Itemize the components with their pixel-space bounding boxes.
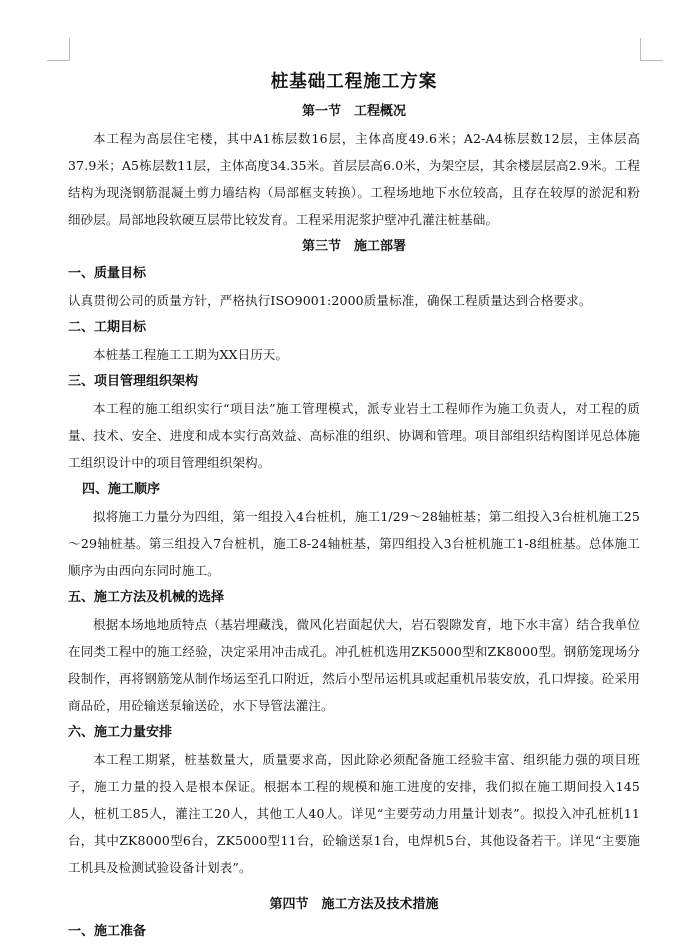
quality-target-paragraph: 认真贯彻公司的质量方针，严格执行ISO9001:2000质量标准，确保工程质量达到合格要求。	[68, 293, 592, 308]
subheading-methods-machinery: 五、施工方法及机械的选择	[68, 590, 225, 605]
subheading-preparation: 一、施工准备	[68, 924, 147, 939]
page-corner-mark-top-left	[47, 38, 70, 61]
overview-paragraph: 本工程为高层住宅楼，其中A1栋层数16层，主体高度49.6米；A2-A4栋层数12层，主体层高37.9米；A5栋层数11层，主体高度34.35米。首层层高6.0米，为架空层，其余楼层层高2.9米。工程结构为现浇钢筋混凝土剪力墙结构（局部框支转换）。工程场地地下水位较高，且存在较厚的淤泥和粉细砂层。局部地段软硬互层带比较发育。工程采用泥浆护壁冲孔灌注桩基础。	[68, 131, 640, 227]
section-heading-methods-measures: 第四节 施工方法及技术措施	[269, 897, 439, 912]
organization-paragraph: 本工程的施工组织实行“项目法”施工管理模式，派专业岩土工程师作为施工负责人，对工程的质量、技术、安全、进度和成本实行高效益、高标准的组织、协调和管理。项目部组织结构图详见总体施工组织设计中的项目管理组织架构。	[68, 401, 640, 470]
subheading-construction-sequence: 四、施工顺序	[82, 482, 161, 497]
subheading-schedule-target: 二、工期目标	[68, 320, 147, 335]
construction-sequence-paragraph: 拟将施工力量分为四组，第一组投入4台桩机，施工1/29～28轴桩基；第二组投入3台桩机施工25～29轴桩基。第三组投入7台桩机，施工8-24轴桩基，第四组投入3台桩机施工1-8组桩基。总体施工顺序为由西向东同时施工。	[68, 509, 640, 578]
document-title: 桩基础工程施工方案	[270, 72, 438, 92]
subheading-workforce: 六、施工力量安排	[68, 725, 173, 740]
subheading-organization: 三、项目管理组织架构	[68, 374, 199, 389]
section-heading-overview: 第一节 工程概况	[301, 104, 406, 119]
workforce-paragraph: 本工程工期紧，桩基数量大，质量要求高，因此除必须配备施工经验丰富、组织能力强的项目班子，施工力量的投入是根本保证。根据本工程的规模和施工进度的安排，我们拟在施工期间投入145人，桩机工85人，灌注工20人，其他工人40人。详见“主要劳动力用量计划表”。拟投入冲孔桩机11台，其中ZK8000型6台，ZK5000型11台，砼输送泵1台，电焊机5台，其他设备若干。详见“主要施工机具及检测试验设备计划表”。	[68, 752, 640, 875]
page-corner-mark-top-right	[640, 38, 663, 61]
methods-machinery-paragraph: 根据本场地地质特点（基岩埋藏浅，微风化岩面起伏大，岩石裂隙发育，地下水丰富）结合我单位在同类工程中的施工经验，决定采用冲击成孔。冲孔桩机选用ZK5000型和ZK8000型。钢筋笼现场分段制作，再将钢筋笼从制作场运至孔口附近，然后小型吊运机具或起重机吊装安放，孔口焊接。砼采用商品砼，用砼输送泵输送砼，水下导管法灌注。	[68, 617, 640, 713]
schedule-target-paragraph: 本桩基工程施工工期为XX日历天。	[93, 347, 289, 362]
subheading-quality-target: 一、质量目标	[68, 266, 147, 281]
document-page	[68, 66, 640, 945]
section-heading-deployment: 第三节 施工部署	[301, 239, 406, 254]
